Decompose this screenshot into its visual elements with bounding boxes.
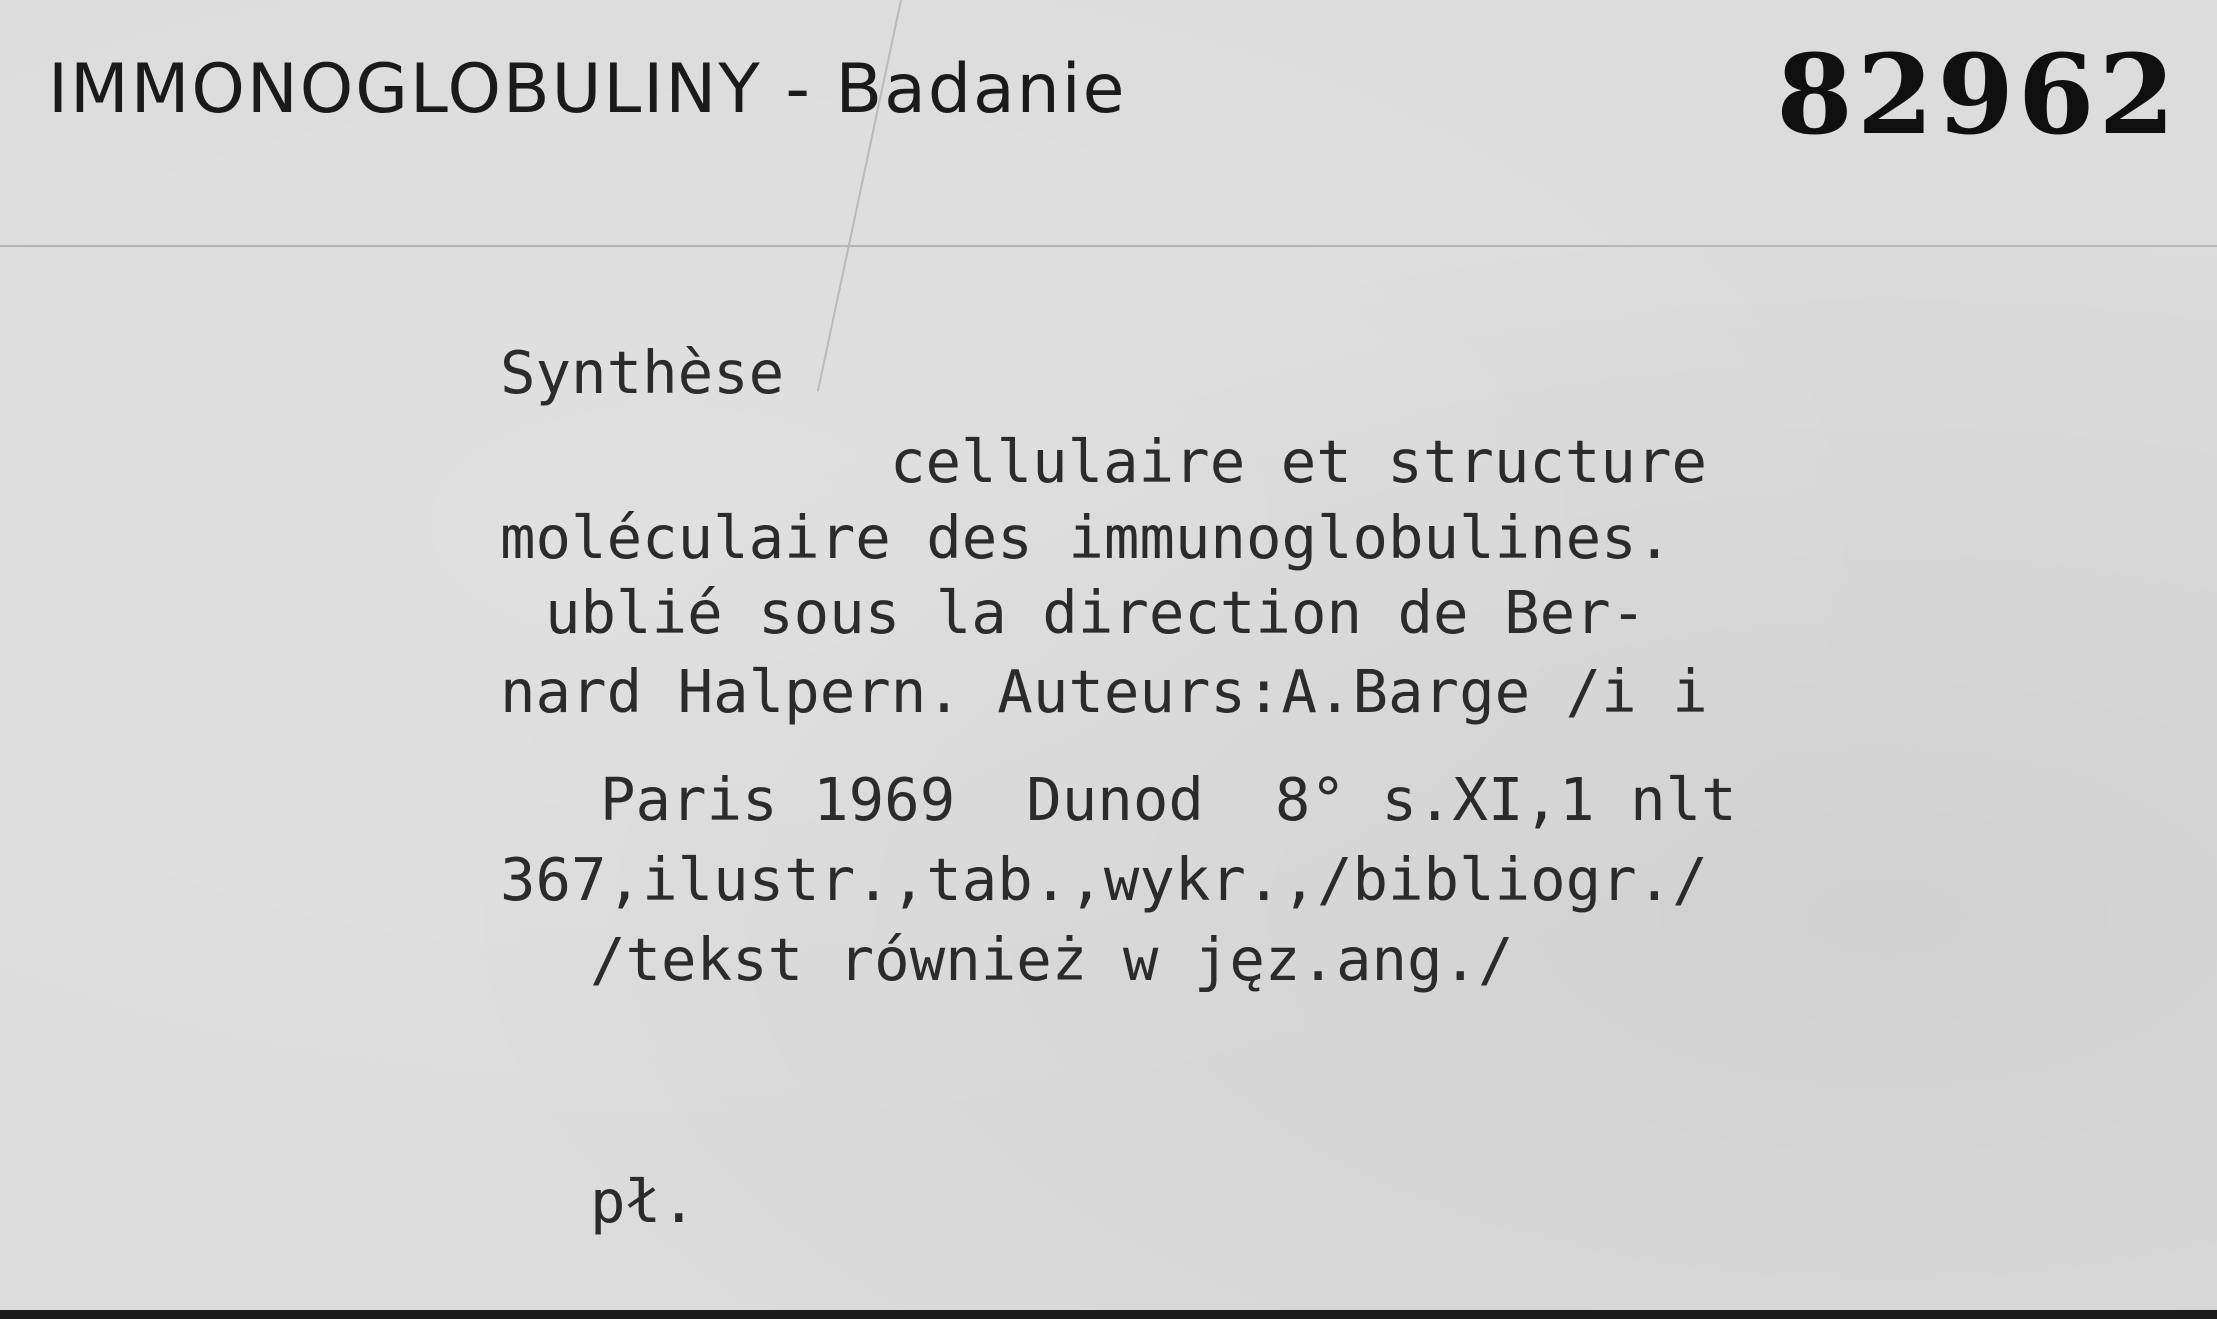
- imprint-line: Paris 1969 Dunod 8° s.XI,1 nlt: [600, 765, 1737, 834]
- language-mark: pł.: [590, 1167, 697, 1236]
- accession-number: 82962: [1776, 30, 2179, 159]
- heading-rule: [0, 245, 2217, 247]
- subject-heading: IMMONOGLOBULINY - Badanie: [48, 50, 1127, 129]
- note-line: /tekst również w jęz.ang./: [590, 925, 1514, 994]
- title-line-5: nard Halpern. Auteurs:A.Barge /i i: [500, 657, 1708, 726]
- title-line-3: moléculaire des immunoglobulines.: [500, 503, 1673, 572]
- title-line-4: ublié sous la direction de Ber-: [545, 578, 1647, 647]
- title-line-1: Synthèse: [500, 338, 785, 407]
- collation-line: 367,ilustr.,tab.,wykr.,/bibliogr./: [500, 845, 1708, 914]
- title-line-2: cellulaire et structure: [890, 427, 1707, 496]
